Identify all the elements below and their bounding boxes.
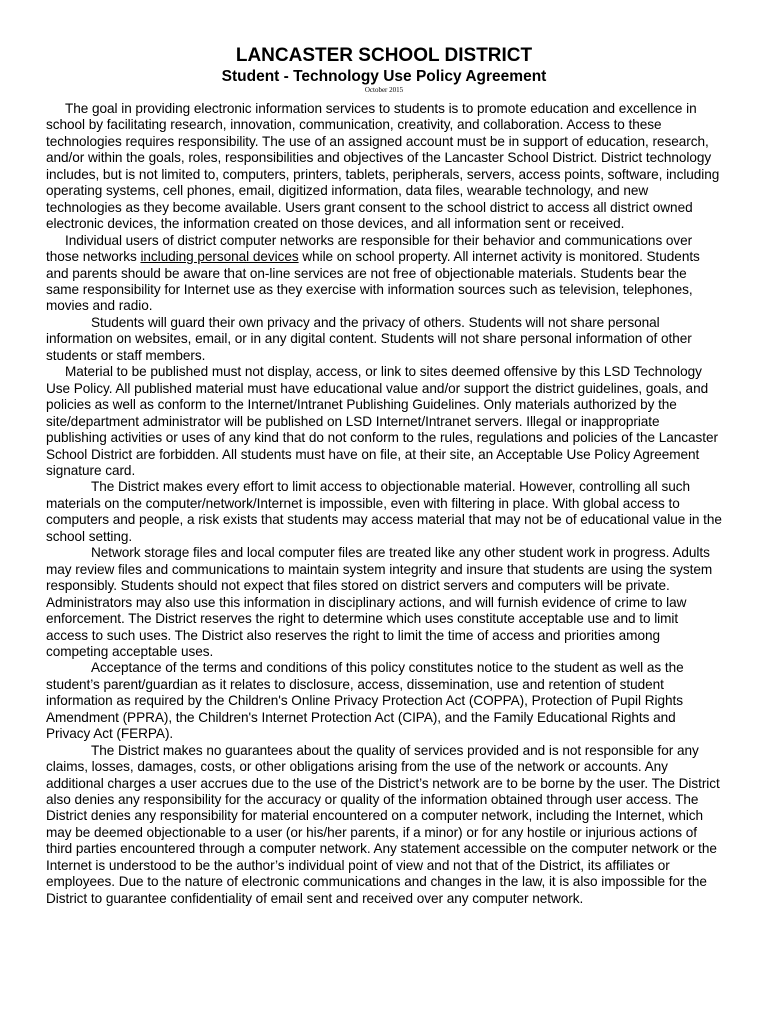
paragraph-individual-users — [46, 233, 722, 315]
paragraph-privacy: Students will guard their own privacy and the privacy of others. Students will not share personal information on websites, email, or in any digital content. Students will not share personal information of other students or staff members. — [46, 314, 692, 363]
paragraph-objectionable-material: The District makes every effort to limit access to objectionable material. However, controlling all such materials on the computer/network/Internet is impossible, even with filtering in place. With global access to computers and people, a risk exists that students may access material that may not be of educational value in the school setting. — [46, 479, 722, 544]
document-body — [46, 101, 722, 907]
document-date: October 2015 — [364, 86, 404, 94]
paragraph-individual-users-text-cont: while on school property. All internet activity is monitored. Students and parents should be aware that on-line services are not free of objectionable materials. Students bear the same responsibility for Internet use as they exercise with information sources such as television, telephones, movies and radio. — [46, 249, 700, 314]
paragraph-publishing: Material to be published must not display, access, or link to sites deemed offensive by this LSD Technology Use Policy. All published material must have educational value and/or support the district guidelines, goals, and policies as well as conform to the Internet/Intranet Publishing Guidelines. Only materials authorized by the site/department administrator will be published on LSD Internet/Intranet servers. Illegal or inappropriate publishing activities or uses of any kind that do not conform to the rules, regulations and policies of the Lancaster School District are forbidden. All students must have on file, at their site, an Acceptable Use Policy Agreement signature card. — [46, 364, 718, 478]
personal-devices-emphasis: including personal devices — [140, 249, 299, 265]
paragraph-goal: The goal in providing electronic information services to students is to promote education and excellence in school by facilitating research, innovation, communication, creativity, and collaboration. Access to these technologies requires responsibility. The use of an assigned account must be in support of education, research, and/or within the goals, roles, responsibilities and objectives of the Lancaster School District. District technology includes, but is not limited to, computers, printers, tablets, peripherals, servers, access points, software, including operating systems, cell phones, email, digitized information, data files, wearable technology, and new technologies as they become available. Users grant consent to the school district to access all district owned electronic devices, the information created on those devices, and all information sent or received. — [46, 101, 720, 232]
document-subtitle: Student - Technology Use Policy Agreement — [221, 68, 547, 85]
document-page — [46, 44, 722, 907]
paragraph-no-guarantees: The District makes no guarantees about the quality of services provided and is not responsible for any claims, losses, damages, costs, or other obligations arising from the use of the network or accounts. Any additional charges a user accrues due to the use of the District’s network are to be borne by the user. The District also denies any responsibility for the accuracy or quality of the information obtained through user access. The District denies any responsibility for material encountered on a computer network, including the Internet, which may be deemed objectionable to a user (or his/her parents, if a minor) or for any hostile or injurious actions of third parties encountered through a computer network. Any statement accessible on the computer network or the Internet is understood to be the author’s individual point of view and not that of the District, its affiliates or employees. Due to the nature of electronic communications and changes in the law, it is also impossible for the District to guarantee confidentiality of email sent and received over any computer network. — [46, 742, 720, 906]
document-title: LANCASTER SCHOOL DISTRICT — [235, 45, 533, 66]
paragraph-network-storage: Network storage files and local computer files are treated like any other student work in progress. Adults may review files and communications to maintain system integrity and insure that students are using the system responsibly. Students should not expect that files stored on district servers and computers will be private. Administrators may also use this information in disciplinary actions, and will furnish evidence of crime to law enforcement. The District reserves the right to determine which uses constitute acceptable use and to limit access to such uses. The District also reserves the right to limit the time of access and priorities among competing acceptable uses. — [46, 545, 713, 659]
paragraph-acceptance-terms: Acceptance of the terms and conditions of this policy constitutes notice to the student as well as the student’s parent/guardian as it relates to disclosure, access, dissemination, use and retention of student information as required by the Children's Online Privacy Protection Act (COPPA), Protection of Pupil Rights Amendment (PPRA), the Children's Internet Protection Act (CIPA), and the Family Educational Rights and Privacy Act (FERPA). — [46, 660, 684, 742]
paragraph-individual-users-text: Individual users of district computer networks are responsible for their behavior and communications over those networks — [46, 232, 693, 265]
